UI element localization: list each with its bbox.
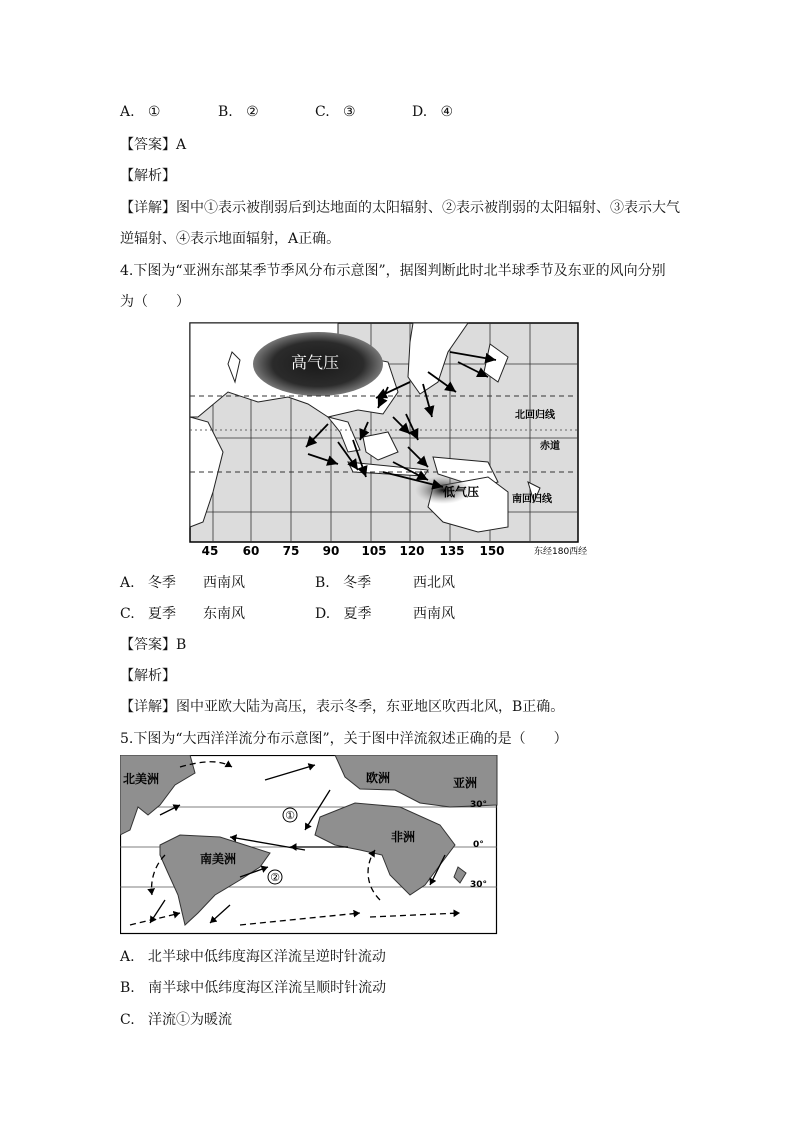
current-1-label: ①	[285, 809, 295, 822]
tropic-of-cancer-label: 北回归线	[515, 410, 555, 421]
q4-stem-line-2: 为（ ）	[120, 294, 190, 310]
q3-option-a: A. ①	[120, 104, 161, 120]
q5-option-b: B. 南半球中低纬度海区洋流呈顺时针流动	[120, 980, 387, 996]
q4-option-d-wind: 西南风	[413, 606, 455, 622]
lon-label-120: 120	[399, 544, 425, 558]
q3-analysis-heading: 【解析】	[120, 168, 176, 184]
europe-label: 欧洲	[366, 771, 391, 785]
q5-option-a: A. 北半球中低纬度海区洋流呈逆时针流动	[120, 949, 386, 965]
q3-option-b: B. ②	[218, 104, 259, 120]
lat-0-label: 0°	[473, 840, 484, 850]
q4-option-b: B. 冬季	[315, 575, 372, 591]
asia-label: 亚洲	[453, 776, 478, 790]
lon-label-45: 45	[201, 544, 219, 558]
south-america-label: 南美洲	[200, 852, 237, 866]
equator-label: 赤道	[540, 441, 560, 452]
lon-label-105: 105	[361, 544, 387, 558]
q4-option-a: A. 冬季	[120, 575, 176, 591]
north-america-label: 北美洲	[123, 772, 160, 786]
lon-label-60: 60	[242, 544, 260, 558]
lat-30s-label: 30°	[470, 880, 488, 890]
q3-option-c: C. ③	[315, 104, 356, 120]
q4-answer: 【答案】B	[120, 637, 187, 653]
high-pressure-label: 高气压	[290, 353, 340, 372]
q4-option-b-wind: 西北风	[413, 575, 455, 591]
q3-detail-line-1: 【详解】图中①表示被削弱后到达地面的太阳辐射、②表示被削弱的太阳辐射、③表示大气	[120, 200, 680, 216]
q4-stem-line-1: 4.下图为“亚洲东部某季节季风分布示意图”，据图判断此时北半球季节及东亚的风向分别	[120, 263, 666, 279]
q4-option-c: C. 夏季	[120, 606, 177, 622]
q5-stem: 5.下图为“大西洋洋流分布示意图”，关于图中洋流叙述正确的是（ ）	[120, 731, 568, 747]
africa-label: 非洲	[391, 830, 416, 844]
atlantic-currents-map	[120, 755, 498, 935]
q5-option-c: C. 洋流①为暖流	[120, 1012, 233, 1028]
current-2-label: ②	[270, 871, 280, 884]
q3-option-d: D. ④	[412, 104, 454, 120]
lon-suffix-label: 东经180西经	[534, 547, 588, 557]
q3-answer: 【答案】A	[120, 137, 187, 153]
q4-detail: 【详解】图中亚欧大陆为高压，表示冬季，东亚地区吹西北风，B正确。	[120, 699, 565, 715]
q4-option-c-wind: 东南风	[203, 606, 245, 622]
lat-30n-label: 30°	[470, 800, 488, 810]
monsoon-map	[188, 322, 608, 558]
lon-label-135: 135	[439, 544, 465, 558]
low-pressure-label: 低气压	[442, 485, 480, 499]
q4-option-a-wind: 西南风	[203, 575, 245, 591]
q4-option-d: D. 夏季	[315, 606, 372, 622]
lon-label-150: 150	[479, 544, 505, 558]
q4-analysis-heading: 【解析】	[120, 668, 176, 684]
tropic-of-capricorn-label: 南回归线	[512, 494, 552, 505]
lon-label-75: 75	[282, 544, 300, 558]
q3-detail-line-2: 逆辐射、④表示地面辐射，A正确。	[120, 231, 341, 247]
lon-label-90: 90	[322, 544, 340, 558]
